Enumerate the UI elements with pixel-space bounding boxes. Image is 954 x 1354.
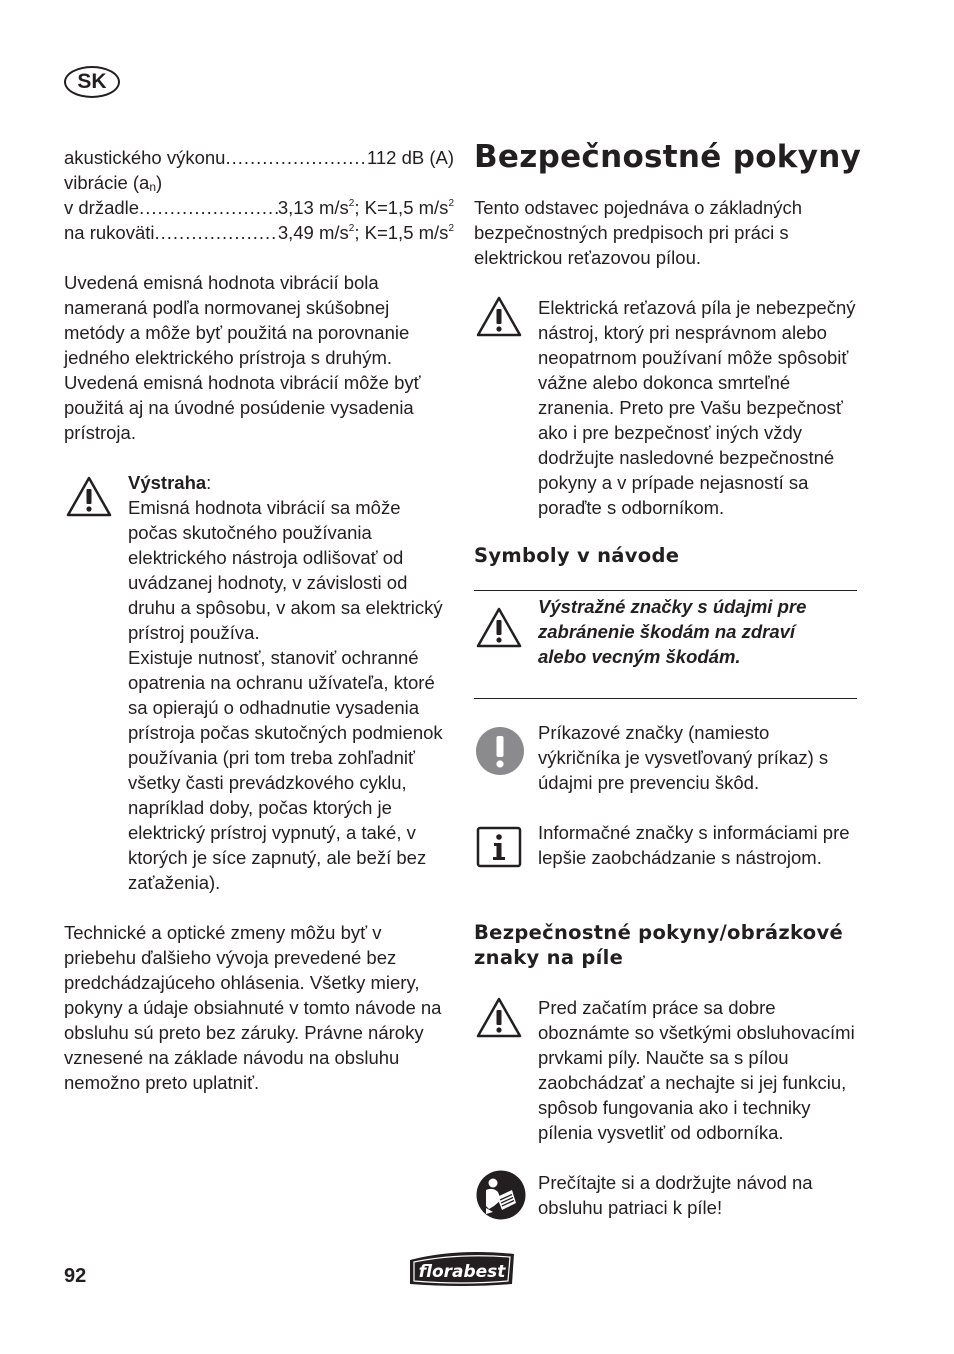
vibration-label: vibrácie $(a_n)$ [64, 172, 163, 194]
warning-triangle-icon [476, 606, 522, 648]
danger-text: Elektrická reťazová píla je nebezpečný nástroj, ktorý pri nesprávnom alebo neopatrnom používaní môže spôsobiť vážne alebo dokonca smrteľné zranenia. Preto pre Vašu bezpečnosť ako i pre bezpečnosť iných vždy dodržujte nasledovné bezpečnostné pokyny a v prípade nejasností sa poraďte s odborníkom. [538, 297, 856, 518]
warning-triangle-icon [476, 996, 522, 1038]
info-icon [476, 826, 522, 868]
spec-value: 112 dB (A) [366, 147, 454, 168]
spec-value: 3,49 $m/s^2$; K=1,5 $m/s^2$ [277, 222, 454, 243]
intro-paragraph: Tento odstavec pojednáva o základných bezpečnostných predpisoch pri práci s elektrickou reťazovou pílou. [474, 197, 803, 268]
left-column [64, 145, 454, 445]
brand-text: florabest [418, 1262, 506, 1282]
warning-triangle-icon [476, 295, 522, 337]
symbol-command-text: Príkazové značky (namiesto výkričníka je vysvetľovaný príkaz) s údajmi pre prevenciu škôd. [538, 722, 829, 793]
warning-text-1: Emisná hodnota vibrácií sa môže počas skutočného používania elektrického nástroja odlišovať od uvádzanej hodnoty, v závislosti od druhu a spôsobu, v akom sa elektrický prístroj používa. [128, 497, 443, 643]
vibration-warning [128, 470, 454, 895]
warning-triangle-icon [66, 475, 112, 517]
symbol-info-text: Informačné značky s informáciami pre lepšie zaobchádzanie s nástrojom. [538, 822, 850, 868]
spec-label: v držadle [64, 197, 140, 218]
command-exclamation-icon [475, 726, 525, 776]
florabest-logo [406, 1248, 518, 1288]
spec-label: akustického výkonu [64, 147, 226, 168]
page-number: 92 [64, 1265, 87, 1287]
spec-row-grip [64, 220, 454, 245]
pictograms-heading: Bezpečnostné pokyny/obrázkové znaky na píle [474, 921, 843, 969]
pictogram-2-text: Prečítajte si a dodržujte návod na obsluhu patriaci k píle! [538, 1172, 813, 1218]
spec-row-sound-power [64, 145, 454, 170]
dot-leader [225, 145, 366, 170]
symbol-warning-text: Výstražné značky s údajmi pre zabránenie škodám na zdraví alebo vecným škodám. [538, 596, 807, 667]
symbols-heading: Symboly v návode [474, 544, 680, 567]
read-manual-icon [476, 1170, 526, 1220]
dot-leader [139, 195, 278, 220]
spec-value: 3,13 $m/s^2$; K=1,5 $m/s^2$ [277, 197, 454, 218]
emission-paragraph: Uvedená emisná hodnota vibrácií bola nameraná podľa normovanej skúšobnej metódy a môže byť použitá na porovnanie jedného elektrického prístroja s druhým. Uvedená emisná hodnota vibrácií môže byť použitá aj na úvodné posúdenie vysadenia prístroja. [64, 272, 421, 443]
page-title: Bezpečnostné pokyny [474, 139, 862, 175]
changes-paragraph: Technické a optické zmeny môžu byť v priebehu ďalšieho vývoja prevedené bez predchádzajúceho ohlásenia. Všetky miery, pokyny a údaje obsiahnuté v tomto návode na obsluhu sú preto bez záruky. Právne nároky vznesené na základe návodu na obsluhu nemožno preto uplatniť. [64, 922, 442, 1093]
warning-text-2: Existuje nutnosť, stanoviť ochranné opatrenia na ochranu užívateľa, ktoré sa opierajú o odhadnutie vysadenia prístroja počas skutočných podmienok používania (pri tom treba zohľadniť všetky časti prevádzkového cyklu, napríklad doby, počas ktorých je elektrický prístroj vypnutý, a také, v ktorých je síce zapnutý, ale beží bez zaťaženia). [128, 647, 443, 893]
warning-title: Výstraha: [128, 472, 212, 493]
pictogram-1-text: Pred začatím práce sa dobre oboznámte so všetkými obsluhovacími prvkami píly. Naučte sa s pílou zaobchádzať a nechajte si jej funkciu, spôsob fungovania ako i techniky pílenia vysvetliť od odborníka. [538, 997, 855, 1143]
spec-row-handle [64, 195, 454, 220]
language-badge: SK [64, 66, 120, 98]
spec-label: na rukoväti [64, 222, 155, 243]
dot-leader [155, 220, 278, 245]
